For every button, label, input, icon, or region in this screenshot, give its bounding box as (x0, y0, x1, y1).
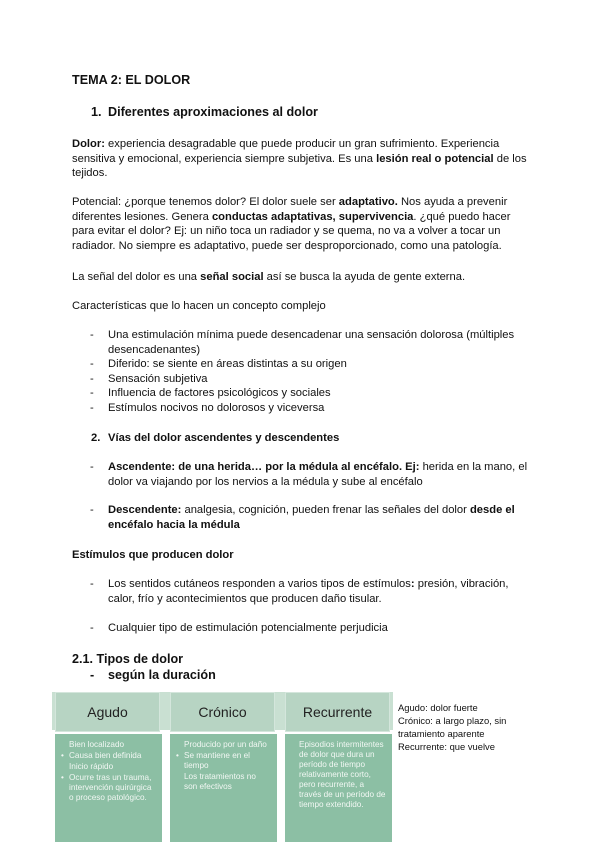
descendente-bold-2: desde el encéfalo hacia la médula (108, 504, 515, 531)
list-item: - Cualquier tipo de estimulación potencialmente perjudicia (90, 622, 388, 634)
senal-text-1: La señal del dolor es una (72, 271, 201, 283)
list-item: - Una estimulación mínima puede desencadenar una sensación dolorosa (múltiples desencadenantes) (90, 329, 515, 356)
card-cronico-header: Crónico (170, 692, 275, 732)
page-title: TEMA 2: EL DOLOR (72, 73, 191, 87)
card-agudo-body (55, 734, 162, 842)
potencial-bold-2: conductas adaptativas, supervivencia (211, 210, 414, 223)
potencial-text-1: Potencial: ¿porque tenemos dolor? El dolor suele ser (72, 196, 339, 208)
estimulos-item-1 (90, 577, 530, 606)
potencial-text-3: . ¿qué puedo hacer para evitar el dolor? Ej: un niño toca un radiador y se quema, no va a volver a tocar un radiador. No siempre es adaptativo, puede ser desproporcionado, como una patología. (72, 210, 511, 252)
potencial-paragraph (72, 195, 527, 253)
dolor-paragraph (72, 137, 532, 181)
dolor-bold: lesión real o potencial (376, 152, 494, 165)
section-2-heading (91, 431, 339, 446)
potencial-text-2: Nos ayuda a prevenir diferentes lesiones. Genera (72, 196, 508, 223)
ascendente-item (90, 460, 535, 489)
list-item: - Sensación subjetiva (90, 372, 208, 385)
note-recurrente: Recurrente: que vuelve (398, 741, 495, 752)
card-cronico-body (170, 734, 277, 842)
descendente-item (90, 503, 535, 532)
list-item: - Descendente: analgesia, cognición, pueden frenar las señales del dolor desde el encéfalo hacia la médula (90, 504, 515, 531)
sub-title: según la duración (108, 668, 216, 682)
section-2-number: 2. (91, 432, 101, 444)
section-2-1-heading: 2.1. Tipos de dolor (72, 652, 184, 666)
card-recurrente-body (285, 734, 392, 842)
sub-dash: - (90, 668, 95, 682)
list-item: • Ocurre tras un trauma, intervención quirúrgica o proceso patológico. (61, 773, 156, 803)
list-item: - Ascendente: de una herida… por la médula al encéfalo. Ej: herida en la mano, el dolor va viajando por los nervios a la médula y sube al encéfalo (90, 461, 528, 488)
senal-text-2: así se busca la ayuda de gente externa. (263, 271, 466, 283)
estimulos-heading: Estímulos que producen dolor (72, 549, 234, 561)
estimulos-item-2 (90, 621, 530, 636)
note-cronico: Crónico: a largo plazo, sin tratamiento aparente (398, 715, 507, 739)
dolor-text-1: experiencia desagradable que puede producir un gran sufrimiento. Experiencia sensitiva y emocional, experiencia siempre subjetiva. Es una (72, 138, 500, 165)
section-1-heading (91, 105, 318, 119)
senal-paragraph (72, 270, 532, 285)
list-item: Los tratamientos no son efectivos (184, 772, 256, 791)
list-item: - Estímulos nocivos no dolorosos y viceversa (90, 401, 325, 414)
caracteristicas-list (90, 328, 530, 416)
side-notes (398, 701, 533, 753)
list-item: • Se mantiene en el tiempo (176, 751, 271, 771)
dolor-text-2: de los tejidos. (72, 152, 527, 180)
section-1-title: Diferentes aproximaciones al dolor (108, 105, 318, 119)
card-agudo-header: Agudo (55, 692, 160, 732)
potencial-bold-1: adaptativo. (338, 196, 398, 208)
descendente-bold-1: Descendente: (108, 504, 182, 516)
list-item: - Los sentidos cutáneos responden a varios tipos de estímulos: presión, vibración, calor, frío y acontecimientos que producen daño tisular. (90, 578, 509, 605)
ascendente-text: herida en la mano, el dolor va viajando por los nervios a la médula y sube al encéfalo (108, 461, 528, 488)
descendente-text: analgesia, cognición, pueden frenar las señales del dolor (181, 504, 470, 516)
ascendente-bold: Ascendente: de una herida… por la médula al encéfalo. Ej: (108, 461, 420, 473)
list-item: - Diferido: se siente en áreas distintas a su origen (90, 358, 347, 371)
list-item: Episodios intermitentes de dolor que dura un período de tiempo relativamente corto, pero recurrente, a través de un período de tiempo extendido. (299, 740, 386, 809)
section-1-number: 1. (91, 105, 102, 119)
list-item: Inicio rápido (69, 762, 114, 771)
dolor-term: Dolor: (72, 138, 105, 150)
caracteristicas-intro: Características que lo hacen un concepto complejo (72, 300, 326, 312)
list-item: • Causa bien definida (61, 751, 156, 761)
senal-bold: señal social (200, 271, 264, 283)
list-item: Bien localizado (69, 740, 125, 749)
list-item: - Influencia de factores psicológicos y sociales (90, 387, 331, 400)
note-agudo: Agudo: dolor fuerte (398, 702, 478, 713)
section-2-1-sub (90, 668, 216, 682)
list-item: Producido por un daño (184, 740, 267, 749)
section-2-title: Vías del dolor ascendentes y descendentes (108, 432, 340, 444)
card-recurrente-header: Recurrente (285, 692, 390, 732)
